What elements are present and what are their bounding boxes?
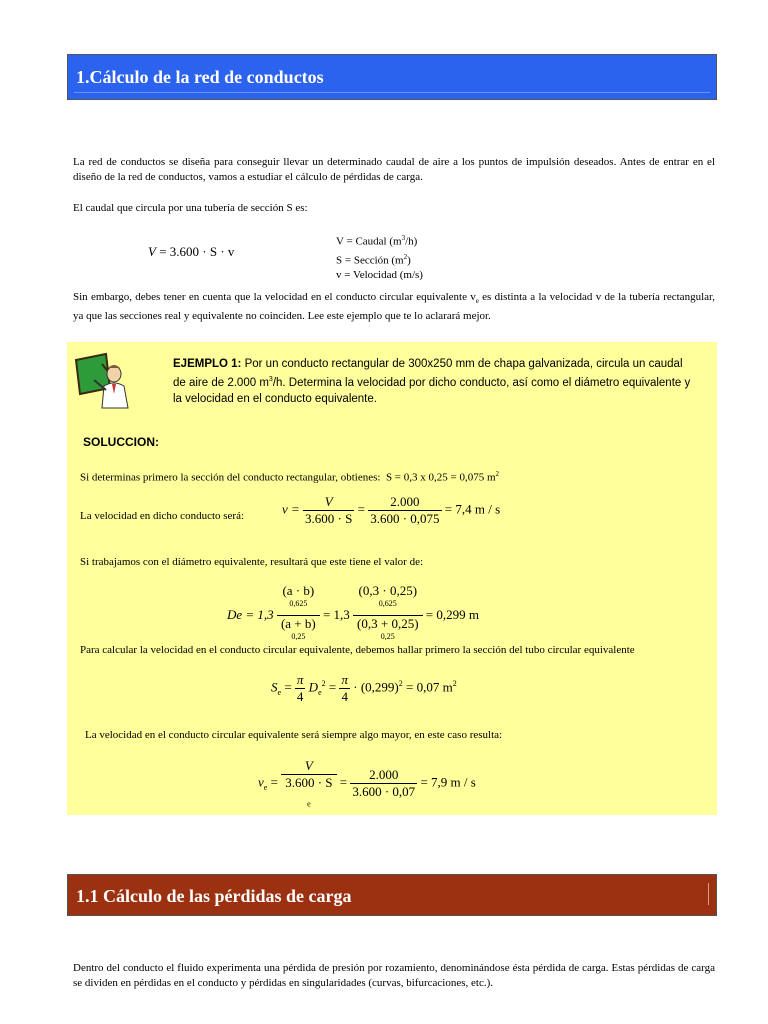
formula-definitions [336, 231, 423, 283]
sin-embargo-paragraph: Sin embargo, debes tener en cuenta que la velocidad en el conducto circular equivalente $v_e$ es distinta a la velocidad v de la tubería rectangular, ya que las secciones real y equivalente no coinciden. Lee este ejemplo que te lo aclarará mejor. [73, 291, 715, 323]
formula-lhs: V [148, 244, 156, 259]
velocidad-text: La velocidad en dicho conducto será: [80, 510, 245, 522]
example-box [67, 342, 717, 815]
seccion-circ-text: Para calcular la velocidad en el conducto circular equivalente, debemos hallar primero la sección del tubo circular equivalente [80, 644, 635, 656]
velocidad-circ-text: La velocidad en el conducto circular equivalente será siempre algo mayor, en este caso resulta: [85, 729, 503, 741]
def-velocidad: v = Velocidad (m/s) [336, 269, 423, 282]
intro-paragraph: La red de conductos se diseña para conseguir llevar un determinado caudal de aire a los puntos de impulsión deseados. Antes de entrar en el diseño de la red de conductos, vamos a estudiar el cálculo de pérdidas de carga. [73, 156, 715, 183]
def-caudal: V = Caudal $(m^3/h)$ [336, 234, 418, 248]
section-header-1-1 [67, 874, 717, 916]
seccion-line: Si determinas primero la sección del conducto rectangular, obtienes: S = 0,3 x 0,25 = 0,075 $m^2$ [80, 470, 500, 484]
teacher-at-board-icon [72, 350, 134, 412]
def-seccion: S = Sección $(m^2)$ [336, 252, 411, 267]
formula-rhs: = 3.600 · S · v [159, 244, 235, 259]
section-header-1 [67, 54, 717, 100]
header-vertical-rule [708, 883, 709, 905]
formula-caudal [148, 244, 234, 260]
perdidas-paragraph: Dentro del conducto el fluido experimenta una pérdida de presión por rozamiento, denominándose ésta pérdida de carga. Estas pérdidas de carga se dividen en pérdidas en el conducto y pérdidas en singularidades (curvas, bifurcaciones, etc.). [73, 962, 715, 989]
caudal-text: El caudal que circula por una tubería de sección S es: [73, 202, 308, 214]
diametro-text: Si trabajamos con el diámetro equivalente, resultará que este tiene el valor de: [80, 556, 424, 568]
solution-label: SOLUCCION: [83, 435, 159, 449]
example-label: EJEMPLO 1: [173, 358, 242, 370]
velocidad-circ-equation: $v_e$ = V 3.600 · S $_e$ = $\frac{2.000}{3.600 \cdot 0,07}$ = 7,9 m / s [258, 758, 476, 809]
example-statement: EJEMPLO 1: Por un conducto rectangular de 300x250 mm de chapa galvanizada, circula un caudal de aire de 2.000 $m^3/h$. Determina la velocidad por dicho conducto, así como el diámetro equivalente y la velocidad en el conducto equivalente. [173, 358, 691, 405]
header-rule [74, 92, 710, 93]
seccion-circ-equation: $S_e$ = $\frac{\pi}{4}$ $D_e^2$ = $\frac{\pi}{4}$ · $(0,299)^2 = 0,07$ $m^2$ [271, 672, 457, 704]
section-title: 1.Cálculo de la red de conductos [76, 67, 324, 87]
section-title-1-1: 1.1 Cálculo de las pérdidas de carga [76, 886, 352, 906]
velocidad-equation: v = $\frac{V}{3.600 \cdot S}$ = $\frac{2.000}{3.600 \cdot 0,075}$ = 7,4 m / s [282, 494, 501, 526]
diametro-equation: De = 1,3 (a · b) $^{0,625}$ (a + b) $^{0,25}$ = 1,3 (0,3 · 0,25) $^{0,625}$ (0,3 + 0,25) $^{0,25}$ = 0,299 m [227, 583, 479, 642]
